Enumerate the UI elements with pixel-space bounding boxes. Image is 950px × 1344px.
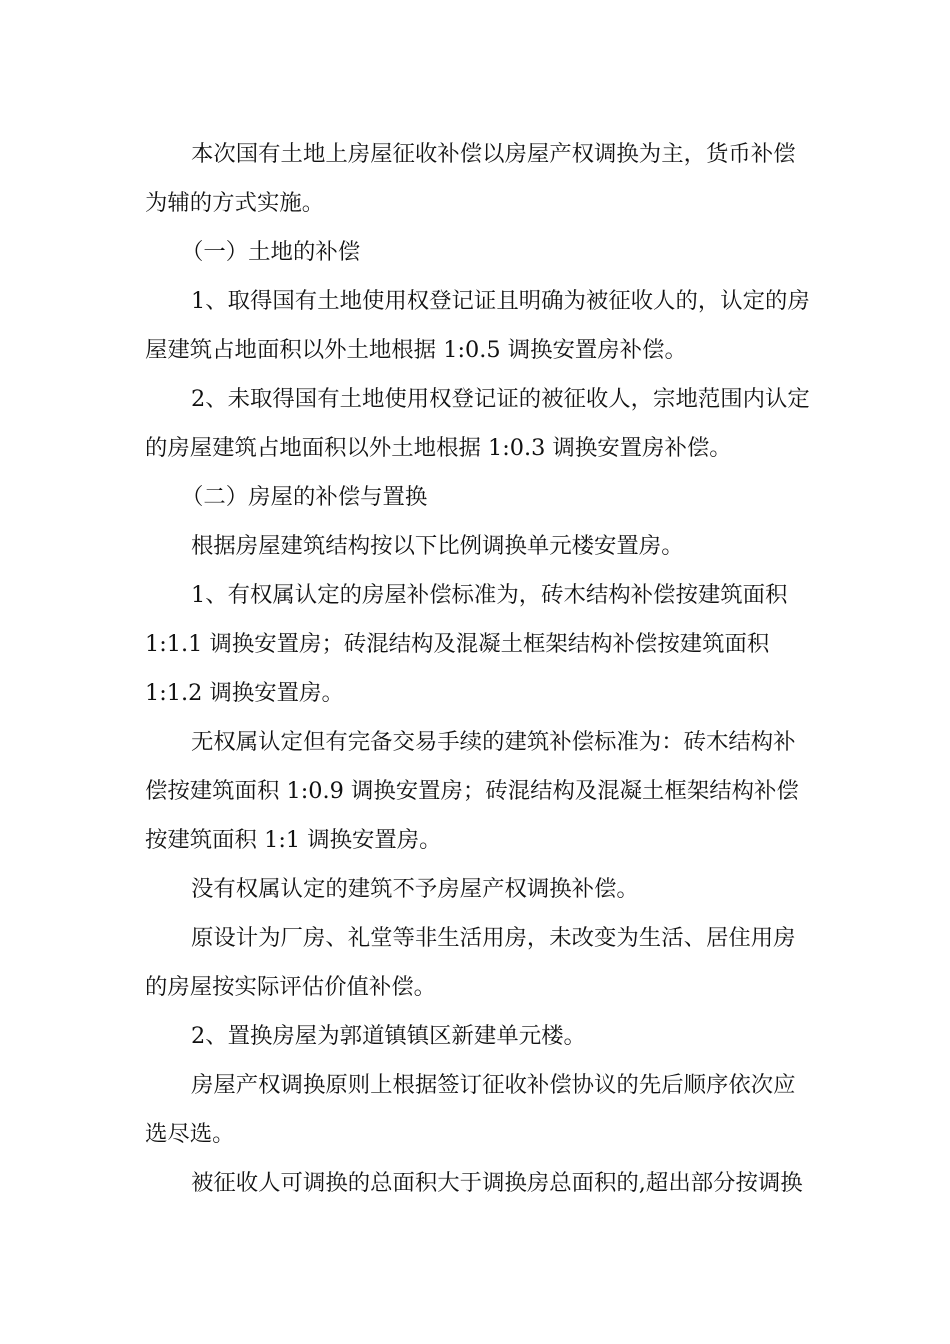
paragraph-line: 本次国有土地上房屋征收补偿以房屋产权调换为主，货币补偿 <box>191 141 796 167</box>
paragraph-line: 按建筑面积 1:1 调换安置房。 <box>145 827 442 853</box>
section-heading: （二）房屋的补偿与置换 <box>181 484 428 510</box>
paragraph-line: 屋建筑占地面积以外土地根据 1:0.5 调换安置房补偿。 <box>145 337 687 363</box>
paragraph-line: 偿按建筑面积 1:0.9 调换安置房；砖混结构及混凝土框架结构补偿 <box>145 778 799 804</box>
paragraph-line: 2、置换房屋为郭道镇镇区新建单元楼。 <box>191 1023 586 1049</box>
paragraph-line: 房屋产权调换原则上根据签订征收补偿协议的先后顺序依次应 <box>191 1072 796 1098</box>
paragraph-line: 2、未取得国有土地使用权登记证的被征收人，宗地范围内认定 <box>191 386 810 412</box>
paragraph-line: 无权属认定但有完备交易手续的建筑补偿标准为：砖木结构补 <box>191 729 796 755</box>
paragraph-line: 原设计为厂房、礼堂等非生活用房，未改变为生活、居住用房 <box>191 925 796 951</box>
paragraph-line: 1:1.2 调换安置房。 <box>145 680 344 706</box>
document-body <box>145 130 810 1208</box>
paragraph-line: 为辅的方式实施。 <box>145 190 325 216</box>
paragraph-line: 1、有权属认定的房屋补偿标准为，砖木结构补偿按建筑面积 <box>191 582 788 608</box>
paragraph-line: 被征收人可调换的总面积大于调换房总面积的,超出部分按调换 <box>191 1170 803 1196</box>
paragraph-line: 1:1.1 调换安置房；砖混结构及混凝土框架结构补偿按建筑面积 <box>145 631 770 657</box>
paragraph-line: 选尽选。 <box>145 1121 235 1147</box>
paragraph-line: 1、取得国有土地使用权登记证且明确为被征收人的，认定的房 <box>191 288 810 314</box>
paragraph-line: 的房屋建筑占地面积以外土地根据 1:0.3 调换安置房补偿。 <box>145 435 732 461</box>
paragraph-line: 没有权属认定的建筑不予房屋产权调换补偿。 <box>191 876 639 902</box>
paragraph-line: 的房屋按实际评估价值补偿。 <box>145 974 437 1000</box>
paragraph-line: 根据房屋建筑结构按以下比例调换单元楼安置房。 <box>191 533 684 559</box>
section-heading: （一）土地的补偿 <box>181 239 361 265</box>
